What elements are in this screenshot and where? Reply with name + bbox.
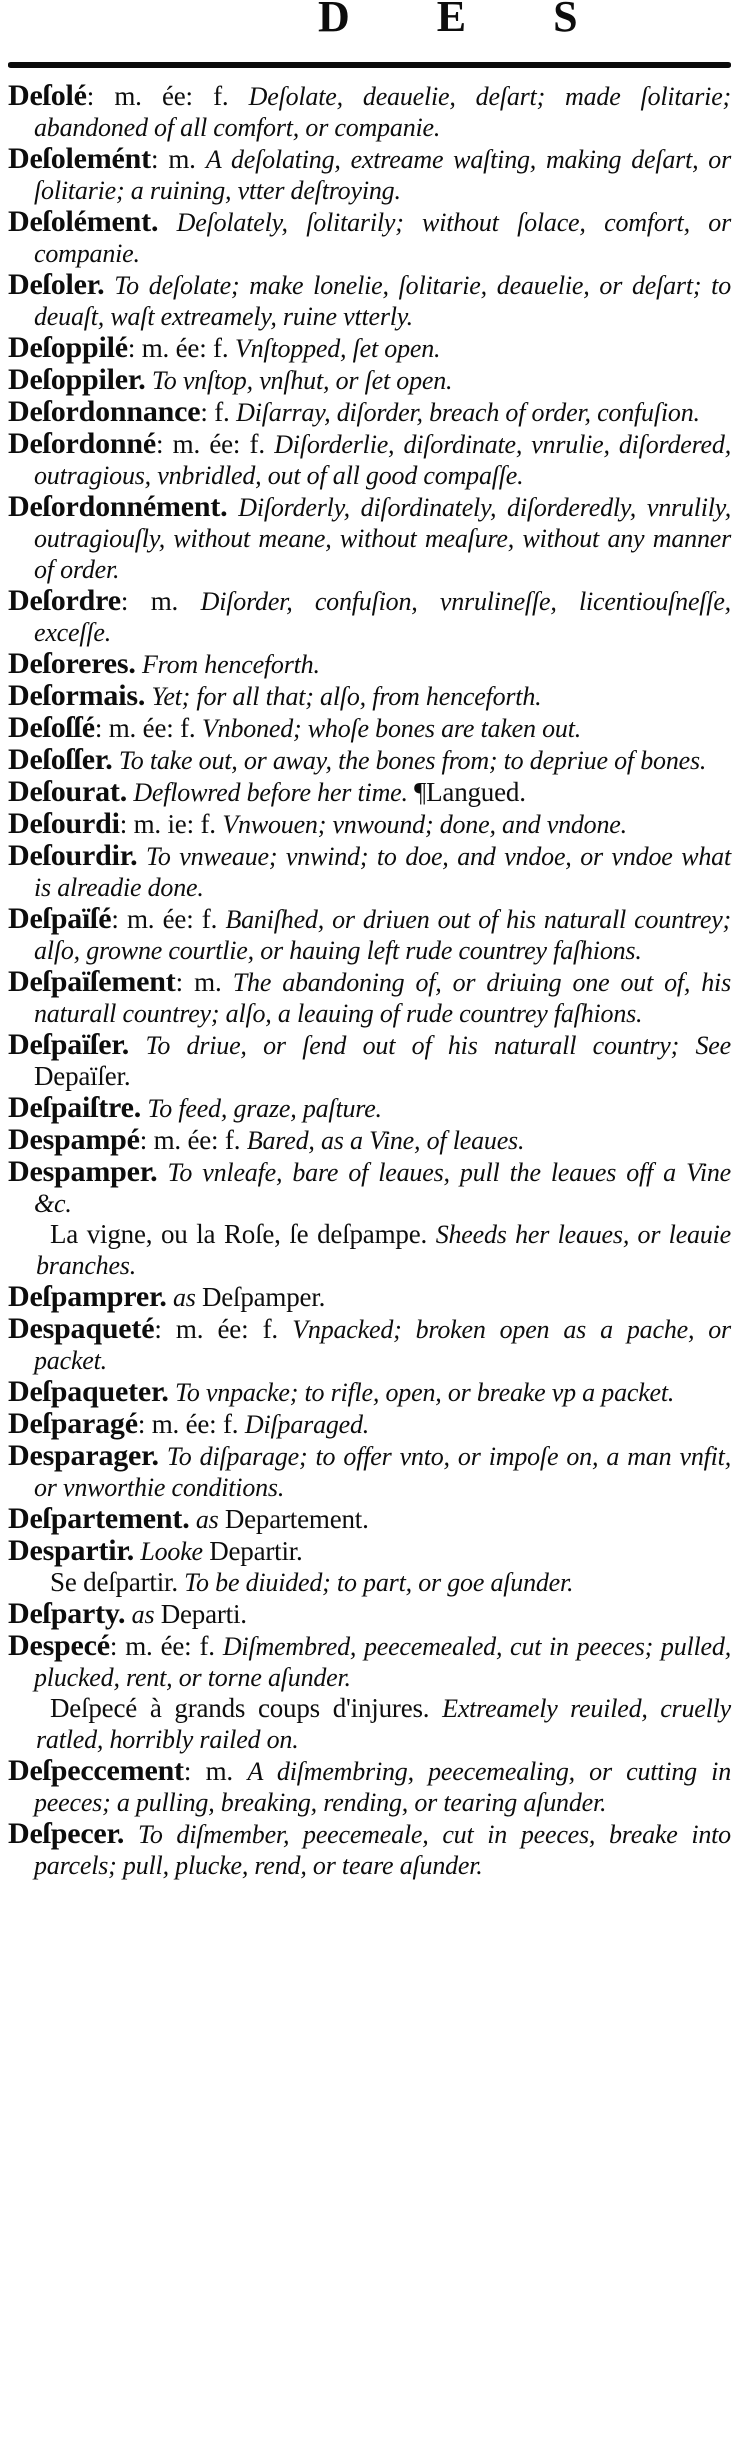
- dictionary-entry: [8, 1818, 731, 1881]
- entry-text-roman: Departement.: [224, 1504, 369, 1534]
- entry-text-italic: To take out, or away, the bones from; to depriue of bones.: [112, 746, 707, 775]
- section-header: D E S: [318, 0, 616, 41]
- entry-text-roman: La vigne, ou la Roſe, ſe deſpampe.: [50, 1219, 436, 1249]
- entry-text-italic: Looke: [134, 1537, 210, 1566]
- entry-text-roman: : m. ée: f.: [156, 429, 275, 459]
- entry-text-italic: The abandoning of, or driuing one out of, his naturall countrey; alſo, a leauing of rude countrey faſhions.: [34, 968, 731, 1028]
- dictionary-entry: [8, 1313, 731, 1376]
- entry-text-italic: To driue, or ſend out of his naturall country; See: [129, 1031, 731, 1060]
- entry-headword: Despamper.: [8, 1155, 158, 1188]
- entry-text-roman: : m. ée: f.: [94, 713, 202, 743]
- entry-text-roman: : m.: [175, 967, 233, 997]
- entry-text-roman: Departir.: [209, 1536, 303, 1566]
- entry-text-italic: Yet; for all that; alſo, from henceforth.: [145, 682, 542, 711]
- dictionary-entry: [8, 585, 731, 648]
- dictionary-entry: [8, 1029, 731, 1092]
- entry-headword: Deſordre: [8, 584, 121, 617]
- dictionary-entry: [8, 1281, 731, 1313]
- entry-text-italic: To diſparage; to offer vnto, or impoſe on, a man vnfit, or vnworthie conditions.: [34, 1442, 731, 1502]
- entry-headword: Deſourdir.: [8, 839, 138, 872]
- entry-headword: Deſpartement.: [8, 1502, 190, 1535]
- dictionary-entry: [8, 903, 731, 966]
- dictionary-entry: [8, 1755, 731, 1818]
- entry-headword: Deſparagé: [8, 1407, 138, 1440]
- dictionary-entry: [8, 680, 731, 712]
- entry-text-italic: Deſolately, ſolitarily; without ſolace, comfort, or companie.: [34, 208, 731, 268]
- entry-text-italic: as: [125, 1600, 161, 1629]
- entry-text-italic: Diſmembred, peecemealed, cut in peeces; pulled, plucked, rent, or torne aſunder.: [34, 1632, 731, 1692]
- entry-headword: Deſolemént: [8, 142, 151, 175]
- entry-headword: Deſordonnément.: [8, 490, 228, 523]
- dictionary-entry: [8, 491, 731, 585]
- header-rule: [8, 62, 731, 68]
- entry-headword: Deſparty.: [8, 1597, 126, 1630]
- dictionary-entry: [8, 1156, 731, 1219]
- entry-text-italic: as: [189, 1505, 225, 1534]
- entry-text-italic: Vnſtopped, ſet open.: [234, 334, 441, 363]
- dictionary-entry: [8, 1219, 731, 1281]
- dictionary-entry: [8, 1440, 731, 1503]
- dictionary-entry: [8, 840, 731, 903]
- entry-text-italic: To deſolate; make lonelie, ſolitarie, deauelie, or deſart; to deuaſt, waſt extreamely, ruine vtterly.: [34, 271, 731, 331]
- dictionary-entry: [8, 966, 731, 1029]
- entry-text-italic: Baniſhed, or driuen out of his naturall countrey; alſo, growne courtlie, or hauing left rude countrey faſhions.: [34, 905, 731, 965]
- dictionary-entry: [8, 269, 731, 332]
- entry-headword: Despartir.: [8, 1534, 135, 1567]
- dictionary-entry: [8, 428, 731, 491]
- entry-text-italic: Extreamely reuiled, cruelly ratled, horribly railed on.: [36, 1694, 731, 1754]
- entry-headword: Deſormais.: [8, 679, 146, 712]
- entry-text-roman: : m. ée: f.: [137, 1409, 245, 1439]
- dictionary-entry: [8, 808, 731, 840]
- entry-headword: Despecé: [8, 1629, 110, 1662]
- entry-text-italic: To vnweaue; vnwind; to doe, and vndoe, or vndoe what is alreadie done.: [34, 842, 731, 902]
- entry-text-italic: Bared, as a Vine, of leaues.: [246, 1126, 525, 1155]
- dictionary-entry: [8, 1124, 731, 1156]
- entry-headword: Deſpaïſer.: [8, 1028, 130, 1061]
- entry-text-italic: Vnpacked; broken open as a pache, or packet.: [34, 1315, 731, 1375]
- entry-text-roman: : m. ie: f.: [119, 809, 223, 839]
- entry-text-italic: Diſorderlie, diſordinate, vnrulie, diſordered, outragious, vnbridled, out of all good compaſſe.: [34, 430, 731, 490]
- entries-list: [8, 80, 731, 1881]
- entry-text-roman: : m. ée: f.: [111, 904, 226, 934]
- entry-text-italic: Vnboned; whoſe bones are taken out.: [201, 714, 582, 743]
- entry-headword: Deſolément.: [8, 205, 159, 238]
- entry-headword: Deſoreres.: [8, 647, 136, 680]
- entry-text-roman: : m. ée: f.: [86, 81, 249, 111]
- entry-text-italic: Vnwouen; vnwound; done, and vndone.: [222, 810, 627, 839]
- dictionary-entry: [8, 712, 731, 744]
- entry-headword: Deſpecer.: [8, 1817, 125, 1850]
- entry-text-italic: Deflowred before her time.: [127, 778, 415, 807]
- entry-headword: Deſpaiſtre.: [8, 1091, 142, 1124]
- entry-text-roman: ¶Langued.: [414, 777, 526, 807]
- entry-text-italic: as: [166, 1283, 202, 1312]
- dictionary-entry: [8, 1092, 731, 1124]
- entry-text-italic: To feed, graze, paſture.: [141, 1094, 382, 1123]
- entry-text-roman: : m. ée: f.: [139, 1125, 247, 1155]
- entry-text-roman: Departi.: [160, 1599, 247, 1629]
- entry-headword: Deſpaïſement: [8, 965, 176, 998]
- entry-text-italic: Diſarray, diſorder, breach of order, confuſion.: [236, 398, 700, 427]
- entry-headword: Despampé: [8, 1123, 140, 1156]
- entry-headword: Deſoppiler.: [8, 363, 146, 396]
- entry-text-italic: Diſorderly, diſordinately, diſorderedly, vnrulily, outragiouſly, without meane, without meaſure, without any manner of order.: [34, 493, 731, 584]
- dictionary-entry: [8, 1567, 731, 1598]
- entry-text-roman: : m.: [150, 144, 206, 174]
- entry-text-italic: From henceforth.: [135, 650, 320, 679]
- dictionary-entry: [8, 332, 731, 364]
- entry-text-italic: To vnſtop, vnſhut, or ſet open.: [145, 366, 453, 395]
- entry-headword: Deſolé: [8, 79, 87, 112]
- dictionary-entry: [8, 1693, 731, 1755]
- dictionary-entry: [8, 143, 731, 206]
- entry-text-roman: : m. ée: f.: [154, 1314, 293, 1344]
- entry-headword: Deſpeccement: [8, 1754, 184, 1787]
- dictionary-entry: [8, 1630, 731, 1693]
- entry-headword: Deſoſſer.: [8, 743, 113, 776]
- entry-headword: Deſordonné: [8, 427, 157, 460]
- entry-headword: Deſordonnance: [8, 395, 201, 428]
- entry-text-roman: : f.: [200, 397, 237, 427]
- entry-headword: Deſpaqueter.: [8, 1375, 169, 1408]
- entry-text-italic: To diſmember, peecemeale, cut in peeces, breake into parcels; pull, plucke, rend, or teare aſunder.: [34, 1820, 731, 1880]
- entry-text-italic: A diſmembring, peecemealing, or cutting in peeces; a pulling, breaking, rending, or tearing aſunder.: [34, 1757, 731, 1817]
- dictionary-entry: [8, 744, 731, 776]
- entry-text-italic: To vnpacke; to rifle, open, or breake vp a packet.: [168, 1378, 675, 1407]
- entry-headword: Deſourdi: [8, 807, 120, 840]
- dictionary-entry: [8, 1408, 731, 1440]
- entry-headword: Deſpaïſé: [8, 902, 112, 935]
- entry-text-italic: Sheeds her leaues, or leauie branches.: [36, 1220, 731, 1280]
- dictionary-entry: [8, 776, 731, 808]
- entry-headword: Deſoler.: [8, 268, 105, 301]
- dictionary-entry: [8, 1535, 731, 1567]
- dictionary-entry: [8, 80, 731, 143]
- entry-text-roman: Deſpamper.: [201, 1282, 326, 1312]
- entry-text-roman: Deſpecé à grands coups d'injures.: [50, 1693, 443, 1723]
- entry-text-italic: To vnleafe, bare of leaues, pull the leaues off a Vine &c.: [34, 1158, 731, 1218]
- entry-text-italic: Diſparaged.: [244, 1410, 370, 1439]
- entry-text-roman: : m. ée: f.: [127, 333, 235, 363]
- entry-headword: Desparager.: [8, 1439, 159, 1472]
- dictionary-entry: [8, 1598, 731, 1630]
- entry-text-roman: : m. ée: f.: [109, 1631, 223, 1661]
- entry-text-italic: Deſolate, deauelie, deſart; made ſolitarie; abandoned of all comfort, or companie.: [34, 82, 731, 142]
- entry-headword: Deſoſſé: [8, 711, 95, 744]
- dictionary-entry: [8, 1376, 731, 1408]
- dictionary-entry: [8, 396, 731, 428]
- entry-text-italic: A deſolating, extreame waſting, making deſart, or ſolitarie; a ruining, vtter deſtroying.: [34, 145, 731, 205]
- dictionary-entry: [8, 206, 731, 269]
- entry-headword: Deſoppilé: [8, 331, 128, 364]
- entry-headword: Deſourat.: [8, 775, 128, 808]
- dictionary-entry: [8, 364, 731, 396]
- dictionary-entry: [8, 648, 731, 680]
- entry-text-roman: : m.: [183, 1756, 248, 1786]
- entry-headword: Deſpamprer.: [8, 1280, 167, 1313]
- entry-text-roman: : m.: [120, 586, 201, 616]
- entry-text-italic: To be diuided; to part, or goe aſunder.: [177, 1568, 574, 1597]
- entry-headword: Despaqueté: [8, 1312, 155, 1345]
- dictionary-entry: [8, 1503, 731, 1535]
- entry-text-roman: Depaïſer.: [34, 1061, 131, 1091]
- entry-text-italic: Diſorder, confuſion, vnrulineſſe, licentiouſneſſe, exceſſe.: [34, 587, 731, 647]
- entry-text-roman: Se deſpartir.: [50, 1567, 178, 1597]
